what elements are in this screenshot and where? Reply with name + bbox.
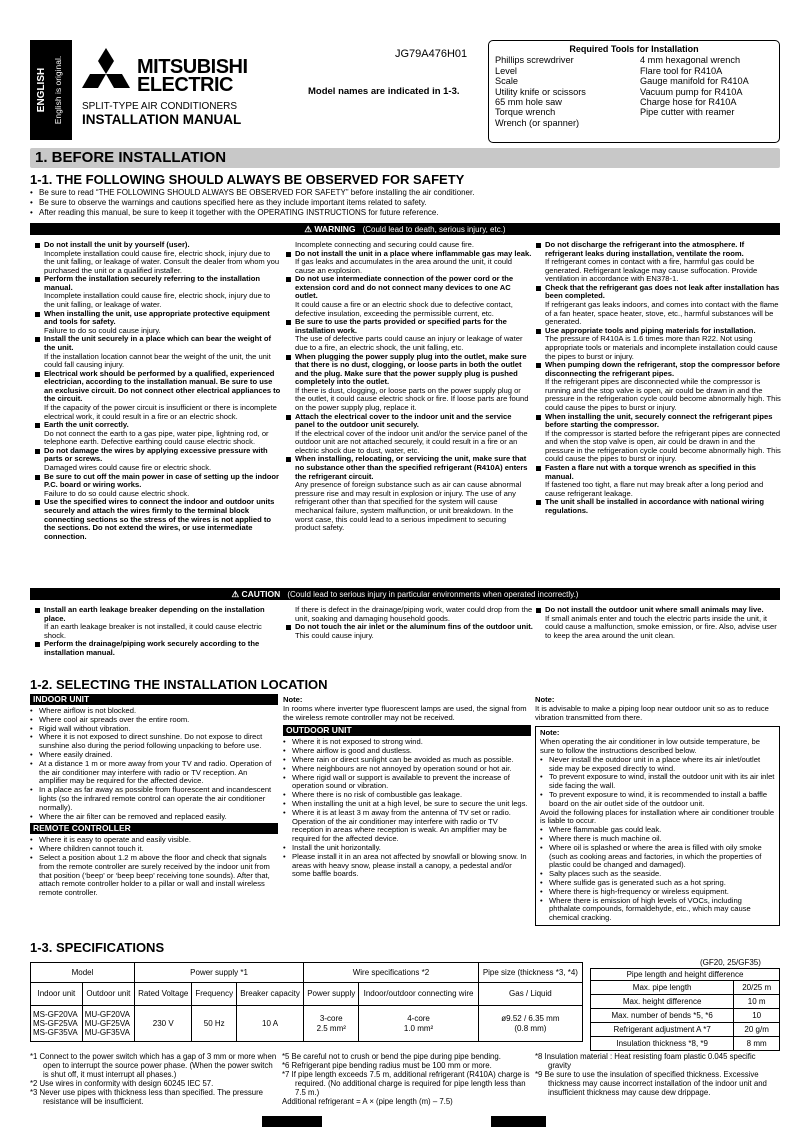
tool-item: Vacuum pump for R410A [640, 86, 743, 97]
row-value: 10 m [734, 995, 780, 1009]
footnotes-column-1 [30, 1053, 278, 1107]
footnote: *7 If pipe length exceeds 7.5 m, additional refrigerant (R410A) charge is required. (No additional charge is required for pipe length less than 7.5 m.) [282, 1069, 530, 1097]
warning-item-text: Incomplete installation could cause fire, electric shock, injury due to the unit falling, or leakage of water. Consult the dealer from whom you purchased the unit or a qualified installer. [44, 248, 280, 275]
footnote: *8 Insulation material : Heat resisting foam plastic 0.045 specific gravity [535, 1052, 756, 1070]
warning-item [285, 318, 533, 352]
warning-item [285, 250, 533, 276]
cell-outdoor-models: MU-GF20VA MU-GF25VA MU-GF35VA [82, 1006, 134, 1042]
warning-item-text: If the capacity of the power circuit is insufficient or there is incomplete electrical work, it could result in a fire or an electric shock. [44, 402, 277, 421]
indoor-unit-list [30, 707, 278, 821]
col-indoor: Indoor unit [31, 983, 83, 1006]
caution-item [34, 640, 282, 657]
warning-item-text: If the refrigerant pipes are disconnected while the compressor is running and the stop valve is open, air could be drawn in and the pressure in the refrigeration cycle could become abnormally high. This could cause the pipes to burst or injury. [545, 377, 781, 412]
caution-column-3 [535, 606, 783, 640]
caution-item-bold: Do not touch the air inlet or the aluminum fins of the outdoor unit. [295, 622, 533, 632]
warning-note: (Could lead to death, serious injury, etc.) [362, 225, 506, 234]
warning-item-bold: Do not use intermediate connection of the power cord or the extension cord and do not connect many devices to one AC outlet. [295, 274, 514, 301]
document-number: JG79A476H01 [395, 48, 468, 60]
list-item: • Where oil is splashed or where the area is filled with oily smoke (such as cooking areas and factories, in which the properties of plastic could be changed and damaged). [540, 844, 775, 870]
caution-item-bold: Install an earth leakage breaker depending on the installation place. [44, 605, 265, 623]
warning-item [535, 284, 783, 327]
col-pipe-size: Pipe size (thickness *3, *4) [478, 963, 582, 983]
right-notes [535, 696, 780, 926]
list-item: • Where airflow is good and dustless. [283, 747, 531, 756]
warning-item-bold: Do not discharge the refrigerant into the atmosphere. If refrigerant leaks during installation, ventilate the room. [545, 240, 745, 258]
warning-column-2 [285, 241, 533, 533]
list-item: • Where it is not exposed to strong wind. [283, 738, 531, 747]
warning-item-text: If refrigerant gas leaks indoors, and comes into contact with the flame of a fan heater, space heater, stove, etc., harmful substances will be generated. [545, 300, 779, 327]
pipe-table-header: Pipe length and height difference [591, 969, 780, 981]
warning-item-text: Damaged wires could cause fire or electric shock. [44, 463, 212, 473]
warning-bar [30, 223, 780, 235]
warning-item-bold: Attach the electrical cover to the indoor unit and the service panel to the outdoor unit securely. [295, 411, 512, 430]
table-row [591, 1037, 780, 1051]
caution-item [285, 623, 533, 640]
tool-item: Pipe cutter with reamer [640, 107, 735, 118]
warning-item-text: If the installation location cannot bear the weight of the unit, the unit could fall causing injury. [44, 351, 271, 370]
note-text: In rooms where inverter type fluorescent lamps are used, the signal from the wireless remote controller may not be received. [283, 703, 527, 722]
warning-item-bold: When installing the unit, use appropriate protective equipment and tools for safety. [44, 308, 270, 327]
list-item: • Where it is at least 3 m away from the antenna of TV set or radio. Operation of the air conditioner may interfere with radio or TV reception in areas where reception is weak. An amplifier may be required for the affected device. [283, 809, 531, 844]
caution-label: CAUTION [241, 589, 281, 599]
cell-power-supply-wire: 3-core 2.5 mm² [304, 1006, 359, 1042]
tools-title: Required Tools for Installation [569, 44, 699, 54]
cell-frequency: 50 Hz [192, 1006, 237, 1042]
list-item: • When installing the unit at a high level, be sure to secure the unit legs. [283, 800, 531, 809]
tool-item: Utility knife or scissors [495, 86, 586, 97]
col-ps: Power supply [304, 983, 359, 1006]
warning-item-bold: Fasten a flare nut with a torque wrench as specified in this manual. [545, 463, 756, 481]
list-item: • Where sulfide gas is generated such as a hot spring. [540, 879, 775, 888]
outdoor-unit-list [283, 738, 531, 879]
footnote: *6 Refrigerant pipe bending radius must be 100 mm or more. [282, 1060, 492, 1070]
warning-item-text: If refrigerant comes in contact with a fire, harmful gas could be generated. Refrigerant leakage may cause suffocation. Provide ventilation in accordance with EN378-1. [545, 257, 758, 284]
bottom-mark-left [262, 1116, 322, 1127]
indoor-unit-section [30, 694, 278, 898]
footnotes-column-2 [282, 1053, 530, 1107]
footnote: *2 Use wires in conformity with design 60245 IEC 57. [30, 1078, 214, 1088]
warning-item-text: If there is dust, clogging, or loose parts on the power supply plug or the outlet, it could cause electric shock or fire. If loose parts are found on the power supply plug, replace it. [295, 385, 529, 412]
list-item: • Select a position about 1.2 m above the floor and check that signals from the remote controller are surely received by the indoor unit from that position (‘beep’ or ‘beep beep’ receiving tone sounds). After that, attach remote controller holder to a pillar or wall and install wireless remote controller. [30, 854, 278, 898]
warning-item-bold: Earth the unit correctly. [44, 420, 129, 430]
list-item: • In a place as far away as possible from fluorescent and incandescent lights (so the infrared remote control can operate the air conditioner normally). [30, 786, 278, 812]
tool-item: 4 mm hexagonal wrench [640, 55, 741, 66]
warning-item [535, 361, 783, 412]
warning-label: WARNING [314, 224, 356, 234]
warning-item-text: Incomplete installation could cause fire, electric shock, injury due to the unit falling, or leakage of water. [44, 291, 271, 310]
footnote: *3 Never use pipes with thickness less than specified. The pressure resistance will be insufficient. [30, 1087, 264, 1106]
warning-item [34, 447, 282, 473]
col-frequency: Frequency [192, 983, 237, 1006]
list-item: • Where there is much machine oil. [540, 835, 775, 844]
warning-item-text: It could cause a fire or an electric shock due to defective contact, defective insulation, exceeding the permissible current, etc. [295, 300, 513, 318]
safety-intro [30, 188, 780, 217]
tool-item: Flare tool for R410A [640, 65, 723, 76]
col-model: Model [31, 963, 135, 983]
indoor-unit-header: INDOOR UNIT [30, 694, 278, 705]
list-item: • Where there is emission of high levels of VOCs, including phthalate compounds, formaldehyde, etc., which may cause chemical cracking. [540, 897, 775, 923]
warning-item-bold: Be sure to cut off the main power in case of setting up the indoor P.C. board or wiring works. [44, 471, 280, 490]
warning-item-bold: When installing the unit, securely connect the refrigerant pipes before starting the compressor. [545, 411, 773, 430]
warning-item [535, 413, 783, 464]
note-box-intro: When operating the air conditioner in low outside temperature, be sure to follow the instructions described below. [540, 737, 760, 755]
list-item: • Where cool air spreads over the entire room. [30, 716, 278, 725]
warning-item-bold: Check that the refrigerant gas does not leak after installation has been completed. [545, 282, 780, 301]
caution-item-text: If small animals enter and touch the electric parts inside the unit, it could cause a malfunction, smoke emission, or fire. Also, advise user to keep the area around the unit clean. [545, 613, 777, 640]
mitsubishi-logo-icon [80, 48, 132, 94]
tool-item: Phillips screwdriver [495, 55, 574, 66]
specifications-table [30, 962, 583, 1042]
note-box-mid: Avoid the following places for installation where air conditioner trouble is liable to occur. [540, 807, 775, 826]
col-wire-spec: Wire specifications *2 [304, 963, 479, 983]
col-rated-voltage: Rated Voltage [134, 983, 191, 1006]
list-item: • Where neighbours are not annoyed by operation sound or hot air. [283, 765, 531, 774]
tool-item: 65 mm hole saw [495, 97, 562, 107]
table-row [591, 1023, 780, 1037]
warning-item-text: Incomplete connecting and securing could cause fire. [295, 240, 474, 249]
caution-item-text: This could cause injury. [295, 630, 374, 640]
list-item: • Where there is high-frequency or wireless equipment. [540, 888, 775, 897]
warning-item-bold: Use the specified wires to connect the indoor and outdoor units securely and attach the wires firmly to the terminal block connecting sections so the stress of the wires is not applied to the sections. Do not extend the wires, or use intermediate connection. [44, 497, 275, 541]
warning-item-bold: When pumping down the refrigerant, stop the compressor before disconnecting the refrigerant pipes. [545, 360, 781, 378]
required-tools-box [488, 40, 780, 143]
warning-item-bold: Use appropriate tools and piping materials for installation. [545, 325, 756, 335]
col-breaker: Breaker capacity [236, 983, 303, 1006]
warning-item-text: If the electrical cover of the indoor unit and/or the service panel of the outdoor unit are not attached securely, it could result in a fire or an electric shock due to dust, water, etc. [295, 428, 528, 455]
remote-controller-list [30, 836, 278, 898]
warning-item-bold: When plugging the power supply plug into the outlet, make sure that there is no dust, clogging, or loose parts in both the outlet and the plug. Make sure that the power supply plug is pushed completely into the outlet. [295, 351, 527, 387]
row-label: Max. number of bends *5, *6 [591, 1009, 734, 1023]
caution-item-bold: Perform the drainage/piping work securely according to the installation manual. [44, 639, 260, 657]
tool-item: Wrench (or spanner) [495, 117, 580, 128]
cell-indoor-models: MS-GF20VA MS-GF25VA MS-GF35VA [31, 1006, 83, 1042]
warning-column-1 [34, 241, 282, 541]
tool-item: Torque wrench [495, 107, 556, 118]
footnote: Additional refrigerant = A × (pipe length (m) – 7.5) [282, 1096, 453, 1106]
intro-item: • After reading this manual, be sure to keep it together with the OPERATING INSTRUCTIONS for future reference. [30, 208, 780, 218]
warning-item-bold: Be sure to use the parts provided or specified parts for the installation work. [295, 317, 507, 335]
caution-item-text: If there is defect in the drainage/piping work, water could drop from the unit, soaking and damaging household goods. [295, 605, 533, 623]
tool-item: Charge hose for R410A [640, 97, 737, 107]
low-temperature-note-box [535, 726, 780, 926]
caution-note: (Could lead to serious injury in particular environments when operated incorrectly.) [287, 590, 579, 599]
caution-item-bold: Do not install the outdoor unit where small animals may live. [545, 605, 764, 614]
warning-item-text: The pressure of R410A is 1.6 times more than R22. Not using appropriate tools or materials and incomplete installation could cause the pipes to burst or injury. [545, 334, 778, 361]
list-item: • Where children cannot touch it. [30, 845, 278, 854]
tool-item: Level [495, 65, 517, 76]
caution-item [285, 606, 533, 623]
caution-column-2 [285, 606, 533, 640]
col-gas-liquid: Gas / Liquid [478, 983, 582, 1006]
row-label: Insulation thickness *8, *9 [591, 1037, 734, 1051]
note-text: It is advisable to make a piping loop near outdoor unit so as to reduce vibration transmitted from there. [535, 703, 769, 722]
list-item: • Never install the outdoor unit in a place where its air inlet/outlet side may be exposed directly to wind. [540, 756, 775, 774]
row-label: Max. height difference [591, 995, 734, 1009]
warning-item-text: If gas leaks and accumulates in the area around the unit, it could cause an explosion. [295, 257, 512, 275]
warning-item-bold: When installing, relocating, or servicing the unit, make sure that no substance other than the specified refrigerant (R410A) enters the refrigerant circuit. [295, 454, 528, 481]
warning-item-bold: Install the unit securely in a place which can bear the weight of the unit. [44, 334, 272, 352]
language-label: ENGLISH [36, 67, 48, 113]
outdoor-unit-header: OUTDOOR UNIT [283, 725, 531, 736]
list-item: • To prevent exposure to wind, it is recommended to install a baffle board on the air outlet side of the outdoor unit. [540, 791, 775, 809]
list-item: • Where it is easy to operate and easily visible. [30, 836, 278, 845]
model-note: Model names are indicated in 1-3. [308, 86, 460, 97]
list-item: • Where airflow is not blocked. [30, 707, 278, 716]
caution-item [535, 606, 783, 640]
list-item: • Where it is not exposed to direct sunshine. Do not expose to direct sunshine also during the period following unpacking to before use. [30, 733, 278, 751]
caution-bar [30, 588, 780, 600]
caution-icon: ⚠ [231, 589, 240, 599]
warning-item-bold: Do not damage the wires by applying excessive pressure with parts or screws. [44, 445, 268, 464]
tools-right-list [640, 55, 785, 128]
note-box-list-2 [540, 826, 775, 923]
tool-item: Scale [495, 76, 518, 87]
list-item: • Where rigid wall or support is available to prevent the increase of operation sound or vibration. [283, 774, 531, 792]
footnote: *5 Be careful not to crush or bend the pipe during pipe bending. [282, 1052, 501, 1061]
note-title: Note: [535, 695, 555, 704]
warning-column-3 [535, 241, 783, 516]
cell-breaker: 10 A [236, 1006, 303, 1042]
list-item: • Salty places such as the seaside. [540, 870, 775, 879]
warning-item-text: Any presence of foreign substance such as air can cause abnormal pressure rise and may result in explosion or injury. The use of any refrigerant other than that specified for the system will cause mechanical failure, system malfunction, or unit breakdown. In the worst case, this could lead to a serious impediment to securing product safety. [295, 480, 522, 533]
note-title: Note: [283, 695, 303, 704]
warning-item [34, 473, 282, 499]
warning-item [535, 498, 783, 515]
list-item: • Install the unit horizontally. [283, 844, 531, 853]
cell-connecting-wire: 4-core 1.0 mm² [359, 1006, 478, 1042]
warning-item-bold: Electrical work should be performed by a qualified, experienced electrician, according to the installation manual. Be sure to use an exclusive circuit. Do not connect other electrical appliances to the circuit. [44, 368, 281, 404]
remote-controller-header: REMOTE CONTROLLER [30, 823, 278, 834]
col-outdoor: Outdoor unit [82, 983, 134, 1006]
warning-item [34, 275, 282, 309]
language-tab [30, 40, 72, 140]
warning-item [535, 464, 783, 498]
list-item: • At a distance 1 m or more away from your TV and radio. Operation of the air conditioner may interfere with radio or TV reception. An amplifier may be required for the affected device. [30, 760, 278, 786]
row-label: Refrigerant adjustment A *7 [591, 1023, 734, 1037]
warning-item [535, 327, 783, 361]
warning-item-text: Failure to do so could cause injury. [44, 325, 161, 335]
row-value: 8 mm [734, 1037, 780, 1051]
bottom-mark-right [491, 1116, 546, 1127]
warning-item [285, 455, 533, 532]
intro-item: • Be sure to read “THE FOLLOWING SHOULD ALWAYS BE OBSERVED FOR SAFETY” before installing the air conditioner. [30, 188, 780, 198]
brand-name: MITSUBISHI ELECTRIC [137, 56, 248, 97]
list-item: • Where the air filter can be removed and replaced easily. [30, 813, 278, 822]
original-note: English is original. [53, 55, 64, 125]
warning-item-text: If the compressor is started before the refrigerant pipes are connected and when the stop valve is open, air could be drawn in and the pressure in the refrigeration cycle could become abnormally high. This could cause the pipes to burst or injury. [545, 428, 781, 464]
row-value: 10 [734, 1009, 780, 1023]
list-item: • Where rain or direct sunlight can be avoided as much as possible. [283, 756, 531, 765]
list-item: • Where flammable gas could leak. [540, 826, 775, 835]
specifications-heading: 1-3. SPECIFICATIONS [30, 940, 165, 955]
product-subtitle: SPLIT-TYPE AIR CONDITIONERS [82, 101, 238, 112]
table-row [591, 995, 780, 1009]
footnote: *1 Connect to the power switch which has a gap of 3 mm or more when open to interrupt the source power phase. (When the power switch is shut off, it must interrupt all phases.) [30, 1052, 277, 1079]
note-box-list-1 [540, 756, 775, 809]
list-item: • Where easily drained. [30, 751, 278, 760]
warning-item-bold: Perform the installation securely referring to the installation manual. [44, 274, 261, 292]
pipe-length-table [590, 968, 780, 1051]
row-value: 20/25 m [734, 981, 780, 995]
row-label: Max. pipe length [591, 981, 734, 995]
intro-item: • Be sure to observe the warnings and cautions specified here as they include important items related to safety. [30, 198, 780, 208]
warning-item [285, 413, 533, 456]
section-title: 1. BEFORE INSTALLATION [30, 148, 780, 168]
table-row [591, 1009, 780, 1023]
warning-item [34, 370, 282, 421]
manual-title: INSTALLATION MANUAL [82, 112, 242, 127]
cell-voltage: 230 V [134, 1006, 191, 1042]
warning-item [535, 241, 783, 284]
caution-item [34, 606, 282, 640]
warning-item-bold: The unit shall be installed in accordance with national wiring regulations. [545, 497, 764, 515]
warning-item-text: Failure to do so could cause electric shock. [44, 488, 190, 498]
note-box-title: Note: [540, 728, 560, 738]
warning-item [34, 310, 282, 336]
warning-item [34, 421, 282, 447]
warning-item [285, 353, 533, 413]
warning-item-text: Do not connect the earth to a gas pipe, water pipe, lightning rod, or telephone earth. Defective earthing could cause electric shock. [44, 428, 269, 447]
row-value: 20 g/m [734, 1023, 780, 1037]
footnote: *9 Be sure to use the insulation of specified thickness. Excessive thickness may cause incorrect installation of the indoor unit and insufficient thickness may cause dew drippage. [535, 1069, 767, 1097]
outdoor-unit-section [283, 696, 531, 879]
tools-left-list [495, 55, 640, 128]
warning-item-bold: Do not install the unit in a place where inflammable gas may leak. [295, 248, 532, 258]
list-item: • Where there is no risk of combustible gas leakage. [283, 791, 531, 800]
caution-column-1 [34, 606, 282, 657]
warning-item-bold: Do not install the unit by yourself (user). [44, 240, 190, 249]
cell-pipe-size: ø9.52 / 6.35 mm (0.8 mm) [478, 1006, 582, 1042]
safety-heading: 1-1. THE FOLLOWING SHOULD ALWAYS BE OBSERVED FOR SAFETY [30, 172, 465, 187]
tool-item: Gauge manifold for R410A [640, 76, 749, 87]
warning-item [34, 335, 282, 369]
warning-item [34, 498, 282, 541]
warning-icon: ⚠ [304, 224, 312, 234]
location-heading: 1-2. SELECTING THE INSTALLATION LOCATION [30, 677, 328, 692]
table-row [591, 981, 780, 995]
footnotes-column-3 [535, 1053, 780, 1098]
warning-item-text: If fastened too tight, a flare nut may break after a long period and cause refrigerant leakage. [545, 480, 764, 498]
col-connecting-wire: Indoor/outdoor connecting wire [359, 983, 478, 1006]
list-item: • To prevent exposure to wind, install the outdoor unit with its air inlet side facing the wall. [540, 773, 775, 791]
warning-item [34, 241, 282, 275]
list-item: • Rigid wall without vibration. [30, 725, 278, 734]
warning-item-text: The use of defective parts could cause an injury or leakage of water due to a fire, an electric shock, the unit falling, etc. [295, 334, 523, 352]
pipe-table-note: (GF20, 25/GF35) [700, 958, 761, 967]
caution-item-text: If an earth leakage breaker is not installed, it could cause electric shock. [44, 622, 262, 640]
warning-item [285, 275, 533, 318]
list-item: • Please install it in an area not affected by snowfall or blowing snow. In areas with heavy snow, please install a canopy, a pedestal and/or some baffle boards. [283, 853, 531, 879]
col-power-supply: Power supply *1 [134, 963, 303, 983]
